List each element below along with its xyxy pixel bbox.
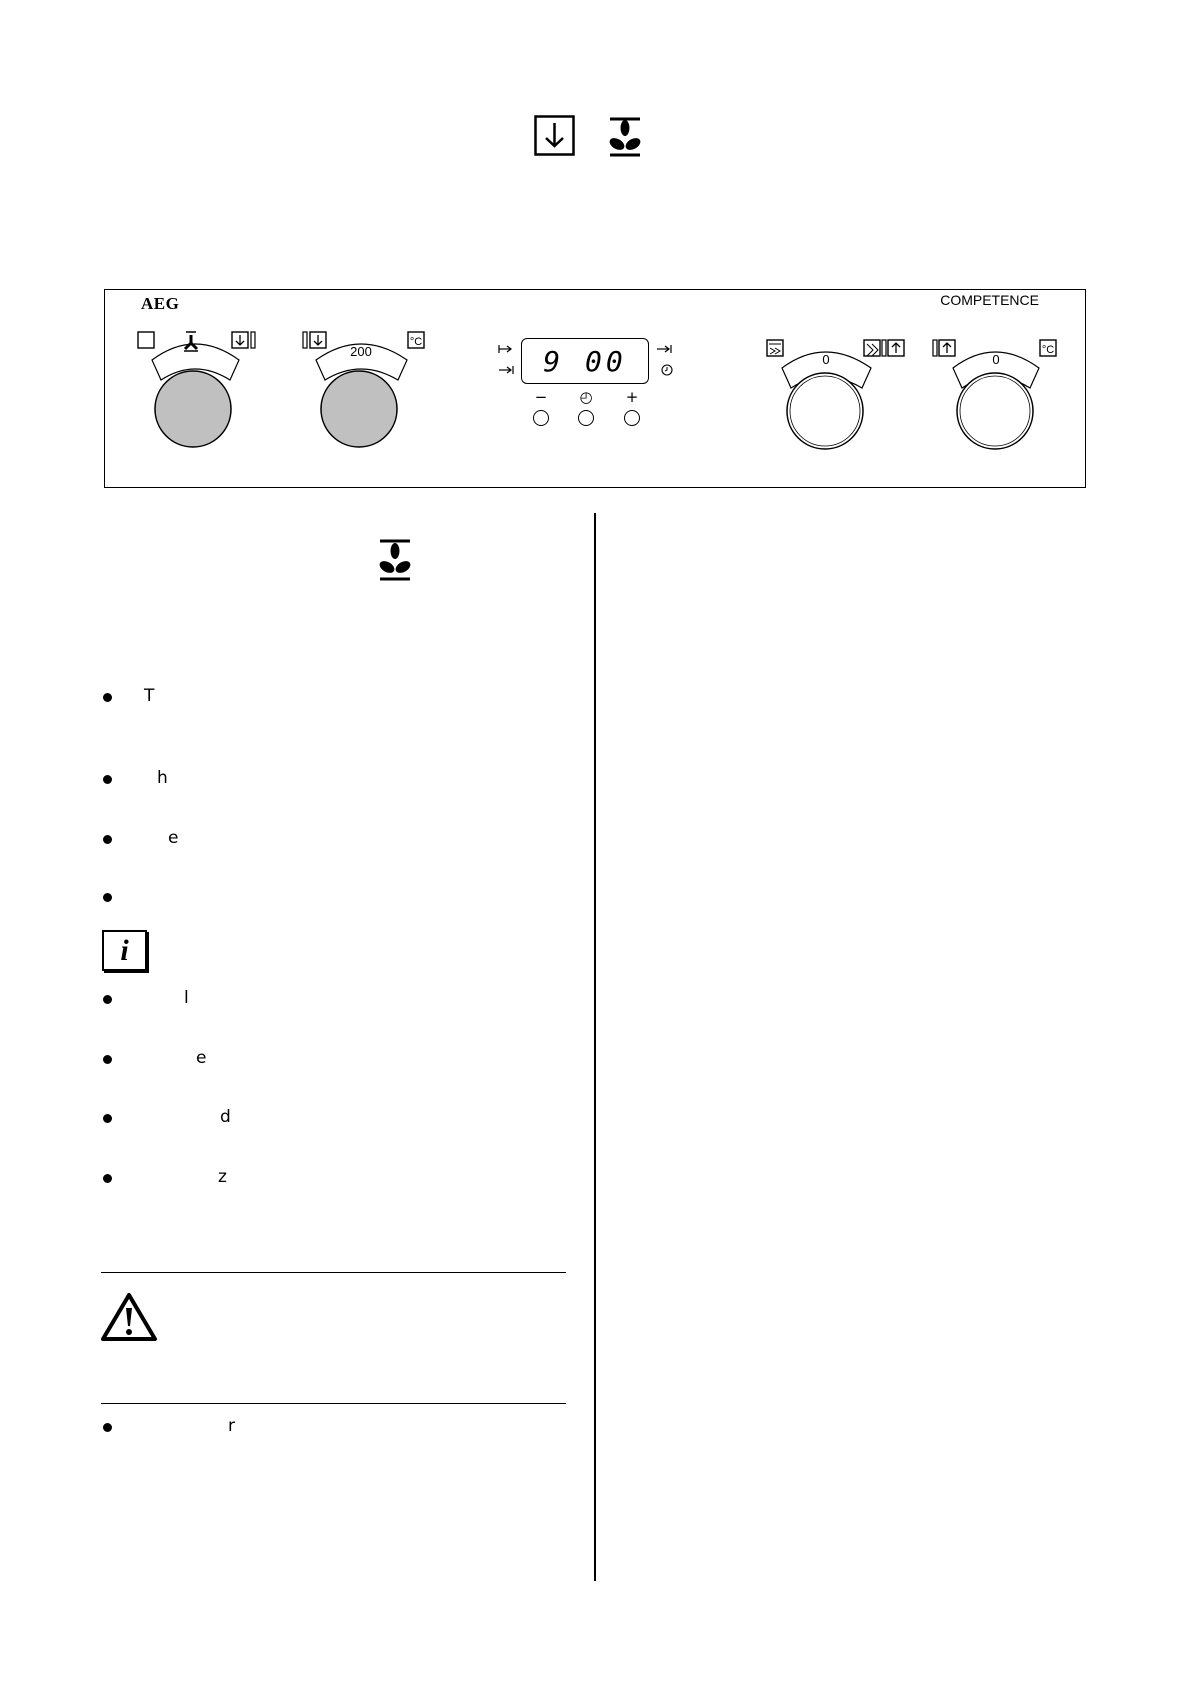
oven-temperature-knob[interactable] bbox=[301, 320, 431, 450]
bullet-marker bbox=[103, 893, 112, 902]
hob-left-knob[interactable] bbox=[761, 326, 911, 450]
bullet-text: e bbox=[168, 828, 179, 848]
bullet-text: d bbox=[220, 1107, 231, 1127]
bullet-text: T bbox=[144, 686, 155, 706]
clock-time: 9 00 bbox=[543, 345, 627, 378]
bottom-heat-symbol-icon bbox=[534, 115, 576, 157]
hob-right-knob[interactable] bbox=[927, 326, 1077, 450]
brand-logo: AEG bbox=[141, 294, 180, 313]
bullet-marker bbox=[103, 1174, 112, 1183]
bullet-marker bbox=[103, 1423, 112, 1432]
clock-display bbox=[521, 338, 649, 384]
hob-left-label: 0 bbox=[822, 352, 830, 367]
clock-end-icons bbox=[655, 340, 677, 384]
minus-button[interactable] bbox=[533, 410, 549, 426]
degree-symbol: °C bbox=[409, 336, 423, 348]
minus-label: − bbox=[534, 388, 548, 406]
hob-degree-symbol: °C bbox=[1041, 344, 1055, 356]
bullet-marker bbox=[103, 835, 112, 844]
column-divider bbox=[594, 513, 596, 1581]
plus-label: + bbox=[625, 388, 639, 406]
bullet-marker bbox=[103, 1055, 112, 1064]
hob-right-label: 0 bbox=[992, 352, 1000, 367]
bullet-text: e bbox=[196, 1048, 207, 1068]
warning-triangle-icon bbox=[100, 1292, 158, 1347]
bullet-marker bbox=[103, 775, 112, 784]
clock-label: ◴ bbox=[579, 388, 593, 406]
section-fan-icon bbox=[376, 538, 414, 587]
bullet-text: h bbox=[157, 768, 168, 788]
bullet-marker bbox=[103, 693, 112, 702]
bullet-marker bbox=[103, 1114, 112, 1123]
control-panel bbox=[104, 289, 1086, 488]
clock-button[interactable] bbox=[578, 410, 594, 426]
bullet-text: r bbox=[228, 1416, 235, 1436]
series-name: COMPETENCE bbox=[940, 292, 1039, 308]
bullet-marker bbox=[103, 995, 112, 1004]
fan-symbol-icon bbox=[606, 116, 644, 158]
warning-top-rule bbox=[101, 1272, 566, 1273]
plus-button[interactable] bbox=[624, 410, 640, 426]
bullet-text: l bbox=[184, 988, 189, 1008]
function-selector-knob[interactable] bbox=[135, 320, 275, 450]
clock-duration-icons bbox=[497, 340, 519, 384]
info-symbol: i bbox=[120, 934, 129, 967]
info-icon bbox=[102, 930, 147, 971]
oven-temperature-label: 200 bbox=[350, 344, 372, 359]
warning-bottom-rule bbox=[101, 1403, 566, 1404]
bullet-text: z bbox=[218, 1167, 227, 1187]
